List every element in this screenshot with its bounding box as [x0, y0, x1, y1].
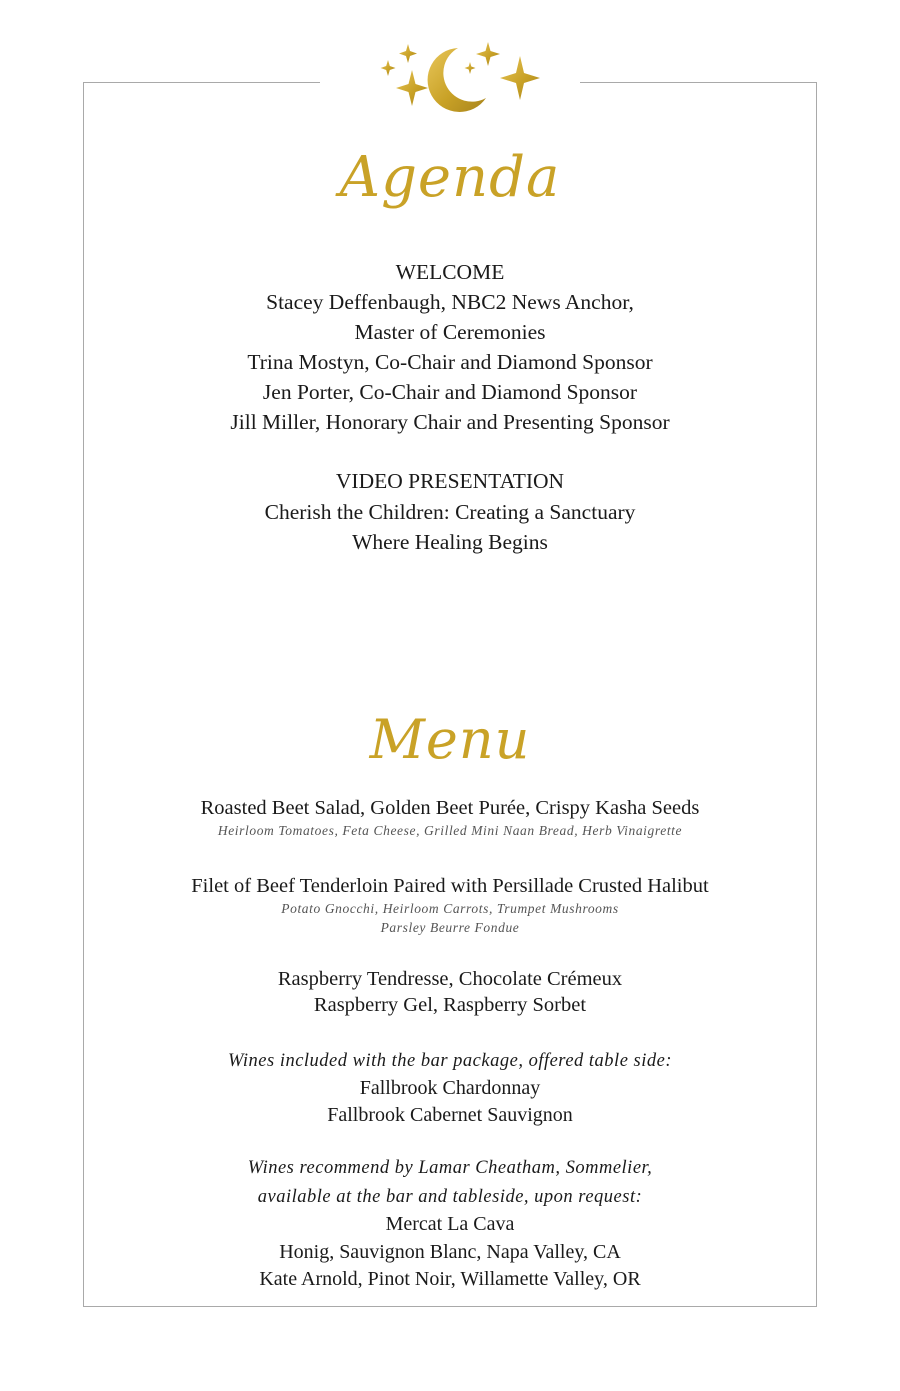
course-details: Potato Gnocchi, Heirloom Carrots, Trumpet Mushrooms [281, 901, 619, 916]
wines-included-section [0, 1048, 900, 1129]
wines-recommended-section [0, 1154, 900, 1294]
header-emblem [320, 36, 580, 120]
wines-recommended-intro: available at the bar and tableside, upon request: [257, 1186, 643, 1207]
agenda-heading: Agenda [339, 145, 561, 210]
agenda-line: Master of Ceremonies [354, 320, 546, 344]
course-line: Raspberry Tendresse, Chocolate Crémeux [277, 968, 623, 990]
video-heading: VIDEO PRESENTATION [335, 469, 565, 493]
wines-recommended-intro: Wines recommend by Lamar Cheatham, Sommelier, [247, 1158, 653, 1178]
course-details: Heirloom Tomatoes, Feta Cheese, Grilled Mini Naan Bread, Herb Vinaigrette [217, 823, 683, 838]
menu-course-entree [0, 873, 900, 937]
agenda-video-section [0, 466, 900, 558]
agenda-line: Jill Miller, Honorary Chair and Presenting Sponsor [230, 410, 670, 434]
course-name: Filet of Beef Tenderloin Paired with Persillade Crusted Halibut [191, 875, 709, 897]
agenda-line: Jen Porter, Co-Chair and Diamond Sponsor [262, 380, 638, 404]
agenda-line: Trina Mostyn, Co-Chair and Diamond Sponsor [247, 350, 653, 374]
course-line: Raspberry Gel, Raspberry Sorbet [313, 994, 587, 1016]
wines-included-intro: Wines included with the bar package, offered table side: [228, 1051, 672, 1071]
agenda-welcome-section [0, 257, 900, 437]
welcome-heading: WELCOME [395, 260, 505, 284]
wine-item: Kate Arnold, Pinot Noir, Willamette Valley, OR [259, 1268, 641, 1290]
menu-course-dessert [0, 966, 900, 1018]
wine-item: Mercat La Cava [385, 1213, 515, 1235]
course-name: Roasted Beet Salad, Golden Beet Purée, Crispy Kasha Seeds [200, 797, 700, 819]
menu-heading: Menu [369, 708, 531, 771]
menu-course-salad [0, 795, 900, 840]
wine-item: Fallbrook Cabernet Sauvignon [327, 1104, 573, 1126]
agenda-line: Stacey Deffenbaugh, NBC2 News Anchor, [266, 290, 634, 314]
course-details: Parsley Beurre Fondue [380, 920, 520, 935]
wine-item: Fallbrook Chardonnay [359, 1077, 541, 1099]
crescent-moon-with-stars-icon [350, 40, 550, 116]
agenda-line: Where Healing Begins [352, 530, 548, 554]
wine-item: Honig, Sauvignon Blanc, Napa Valley, CA [279, 1240, 621, 1263]
agenda-line: Cherish the Children: Creating a Sanctuary [264, 499, 636, 524]
